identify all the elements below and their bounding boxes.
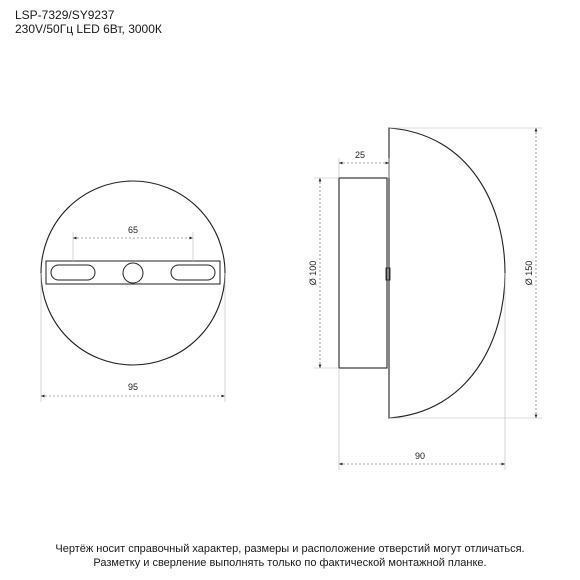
disclaimer-line-2: Разметку и сверление выполнять только по фактической монтажной планке. (93, 557, 487, 569)
hole-spacing-label: 65 (127, 225, 139, 235)
depth-label: 25 (354, 150, 366, 160)
base-circle (41, 181, 225, 365)
side-view (308, 128, 542, 470)
electrical-spec: 230V/50Гц LED 6Вт, 3000К (15, 22, 162, 36)
front-view (41, 181, 225, 402)
base-diameter-label: Ø 100 (308, 260, 318, 286)
mounting-slot-right (171, 265, 215, 280)
center-hole (123, 263, 143, 283)
shade-diameter-label: Ø 150 (524, 260, 534, 286)
base-body (339, 178, 387, 368)
disclaimer-line-1: Чертёж носит справочный характер, размеры и расположение отверстий могут отличаться. (55, 543, 525, 555)
mounting-bracket (46, 261, 220, 284)
base-width-label: 95 (127, 382, 139, 392)
shade-outline (389, 128, 505, 418)
mounting-slot-left (51, 265, 95, 280)
model-number: LSP-7329/SY9237 (15, 8, 115, 22)
total-depth-label: 90 (414, 451, 426, 461)
